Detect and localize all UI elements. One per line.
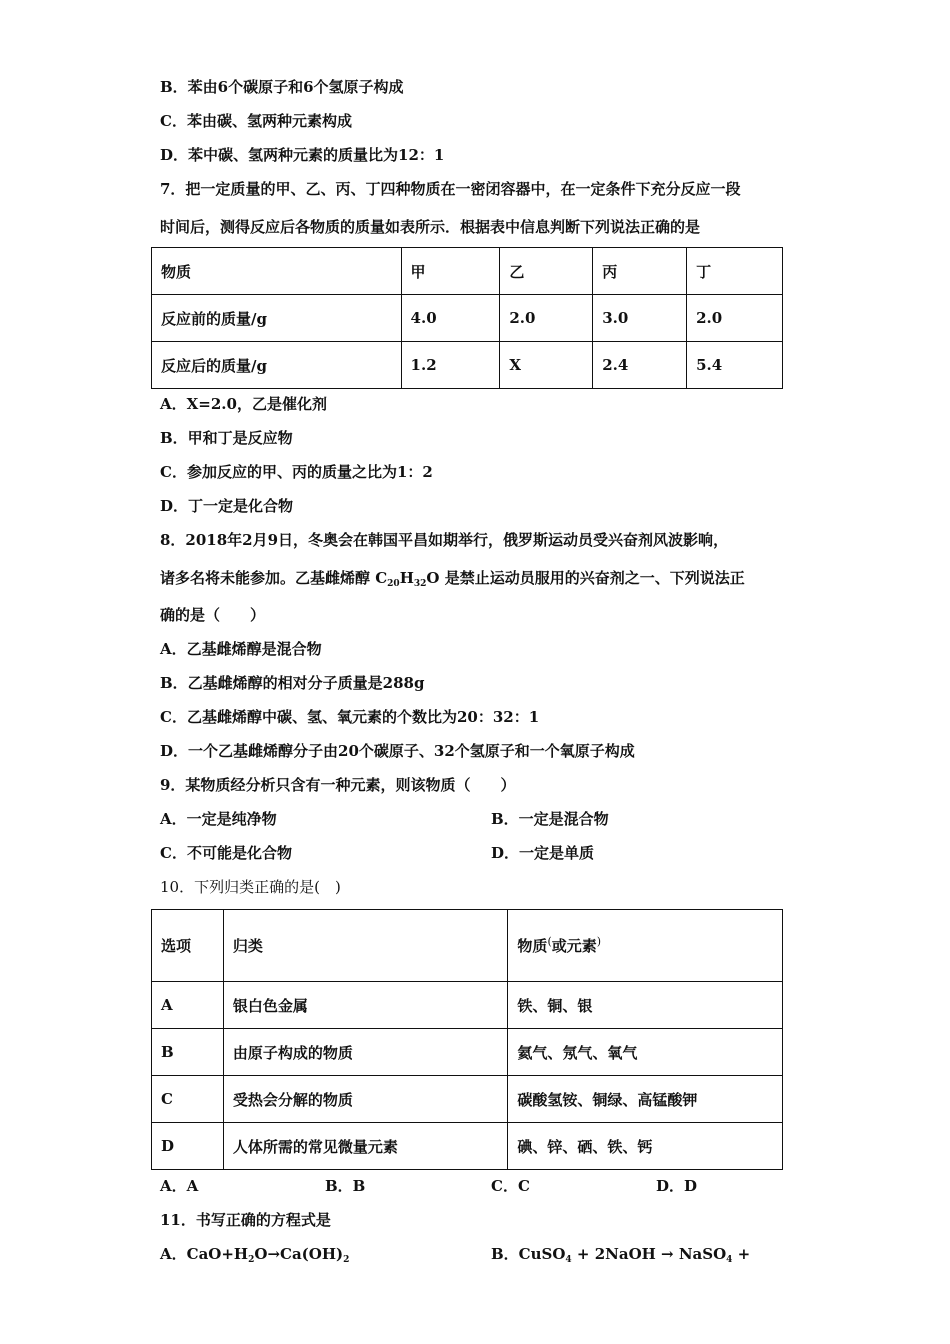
q10-table-cell: 碘、锌、硒、铁、钙 bbox=[508, 1123, 783, 1170]
q11-equation-text: + bbox=[732, 1245, 751, 1263]
q7-table-row bbox=[152, 342, 783, 389]
q7-mass-table bbox=[151, 247, 783, 389]
q7-table-header-row bbox=[152, 248, 783, 295]
q10-option-c: C．C bbox=[491, 1177, 530, 1195]
q7-table-cell: 4.0 bbox=[401, 295, 500, 342]
q11-equation-text: O→Ca(OH) bbox=[254, 1245, 344, 1263]
q10-table-cell: 由原子构成的物质 bbox=[223, 1029, 508, 1076]
q9-option-d: D．一定是单质 bbox=[491, 844, 595, 862]
q7-option-b: B．甲和丁是反应物 bbox=[160, 429, 293, 447]
q10-option-b: B．B bbox=[325, 1177, 366, 1195]
q8-option-c: C．乙基雌烯醇中碳、氢、氧元素的个数比为20：32：1 bbox=[160, 708, 540, 726]
q6-option-d: D．苯中碳、氢两种元素的质量比为12：1 bbox=[160, 146, 445, 164]
q9-stem: 9．某物质经分析只含有一种元素，则该物质（ ） bbox=[160, 776, 516, 794]
q11-subscript: 2 bbox=[248, 1255, 255, 1265]
q8-hydrogen-symbol: H bbox=[399, 569, 414, 587]
q10-table-cell: D bbox=[152, 1123, 224, 1170]
q10-table-cell: 碳酸氢铵、铜绿、高锰酸钾 bbox=[508, 1076, 783, 1123]
q10-stem: 10．下列归类正确的是( ) bbox=[160, 878, 341, 896]
q8-option-b: B．乙基雌烯醇的相对分子质量是288g bbox=[160, 674, 425, 692]
q10-table-header-cell bbox=[508, 910, 783, 982]
q7-table-row bbox=[152, 295, 783, 342]
q11-option-a bbox=[160, 1243, 349, 1271]
q10-table-cell: 银白色金属 bbox=[223, 982, 508, 1029]
q8-stem-text: O 是禁止运动员服用的兴奋剂之一、下列说法正 bbox=[426, 569, 745, 587]
q10-option-a: A．A bbox=[160, 1177, 199, 1195]
q8-option-a: A．乙基雌烯醇是混合物 bbox=[160, 640, 322, 658]
q7-table-cell: 2.0 bbox=[500, 295, 593, 342]
q10-table-row bbox=[152, 1029, 783, 1076]
q10-header-text: 物质 bbox=[517, 937, 548, 955]
q7-table-cell: 反应后的质量/g bbox=[152, 342, 402, 389]
q7-option-d: D．丁一定是化合物 bbox=[160, 497, 294, 515]
q7-table-header-cell: 乙 bbox=[500, 248, 593, 295]
q10-header-text: 或元素 bbox=[551, 937, 597, 955]
q11-subscript: 2 bbox=[343, 1255, 350, 1265]
q10-classification-table bbox=[151, 909, 783, 1170]
q7-table-cell: 3.0 bbox=[593, 295, 687, 342]
q10-table-cell: 氦气、氖气、氧气 bbox=[508, 1029, 783, 1076]
q8-stem-text: 诸多名将未能参加。乙基雌烯醇 C bbox=[160, 569, 388, 587]
q11-subscript: 4 bbox=[565, 1255, 572, 1265]
q7-table-cell: 1.2 bbox=[401, 342, 500, 389]
q8-carbon-count: 20 bbox=[387, 579, 400, 589]
q7-table-cell: 2.4 bbox=[593, 342, 687, 389]
q8-stem-line2 bbox=[160, 567, 745, 595]
q10-table-header-row bbox=[152, 910, 783, 982]
q10-header-paren: ( bbox=[547, 935, 552, 948]
q8-hydrogen-count: 32 bbox=[413, 579, 427, 589]
q7-table-header-cell: 甲 bbox=[401, 248, 500, 295]
q10-table-cell: 铁、铜、银 bbox=[508, 982, 783, 1029]
q6-option-b: B．苯由6个碳原子和6个氢原子构成 bbox=[160, 78, 404, 96]
q10-table-row bbox=[152, 1076, 783, 1123]
q8-option-d: D．一个乙基雌烯醇分子由20个碳原子、32个氢原子和一个氧原子构成 bbox=[160, 742, 635, 760]
q11-stem: 11．书写正确的方程式是 bbox=[160, 1211, 331, 1229]
q10-table-cell: B bbox=[152, 1029, 224, 1076]
q10-header-paren: ) bbox=[596, 935, 602, 948]
q10-table-row bbox=[152, 1123, 783, 1170]
q7-stem-line2: 时间后，测得反应后各物质的质量如表所示．根据表中信息判断下列说法正确的是 bbox=[160, 218, 701, 236]
q10-table-header-cell: 选项 bbox=[152, 910, 224, 982]
q7-table-cell: 2.0 bbox=[687, 295, 783, 342]
q8-stem-line1: 8．2018年2月9日，冬奥会在韩国平昌如期举行，俄罗斯运动员受兴奋剂风波影响， bbox=[160, 531, 729, 549]
q11-option-b bbox=[491, 1243, 750, 1271]
q7-table-cell: 5.4 bbox=[687, 342, 783, 389]
q10-option-d: D．D bbox=[656, 1177, 698, 1195]
q10-table-header-cell: 归类 bbox=[223, 910, 508, 982]
q8-stem-line3: 确的是（ ） bbox=[160, 606, 266, 624]
q11-equation-text: B．CuSO bbox=[491, 1245, 566, 1263]
q7-table-header-cell: 物质 bbox=[152, 248, 402, 295]
q9-option-c: C．不可能是化合物 bbox=[160, 844, 292, 862]
q7-table-header-cell: 丁 bbox=[687, 248, 783, 295]
q7-table-cell: X bbox=[500, 342, 593, 389]
q7-option-c: C．参加反应的甲、丙的质量之比为1：2 bbox=[160, 463, 433, 481]
q10-table-cell: 受热会分解的物质 bbox=[223, 1076, 508, 1123]
q10-table-cell: 人体所需的常见微量元素 bbox=[223, 1123, 508, 1170]
q7-stem-line1: 7．把一定质量的甲、乙、丙、丁四种物质在一密闭容器中，在一定条件下充分反应一段 bbox=[160, 180, 741, 198]
q6-option-c: C．苯由碳、氢两种元素构成 bbox=[160, 112, 352, 130]
q10-table-row bbox=[152, 982, 783, 1029]
q7-table-cell: 反应前的质量/g bbox=[152, 295, 402, 342]
q11-subscript: 4 bbox=[726, 1255, 733, 1265]
q9-option-a: A．一定是纯净物 bbox=[160, 810, 277, 828]
q7-option-a: A．X=2.0，乙是催化剂 bbox=[160, 395, 327, 413]
q10-table-cell: C bbox=[152, 1076, 224, 1123]
q11-equation-text: + 2NaOH → NaSO bbox=[571, 1245, 727, 1263]
q10-table-cell: A bbox=[152, 982, 224, 1029]
q9-option-b: B．一定是混合物 bbox=[491, 810, 609, 828]
q11-equation-text: A．CaO+H bbox=[160, 1245, 249, 1263]
q7-table-header-cell: 丙 bbox=[593, 248, 687, 295]
